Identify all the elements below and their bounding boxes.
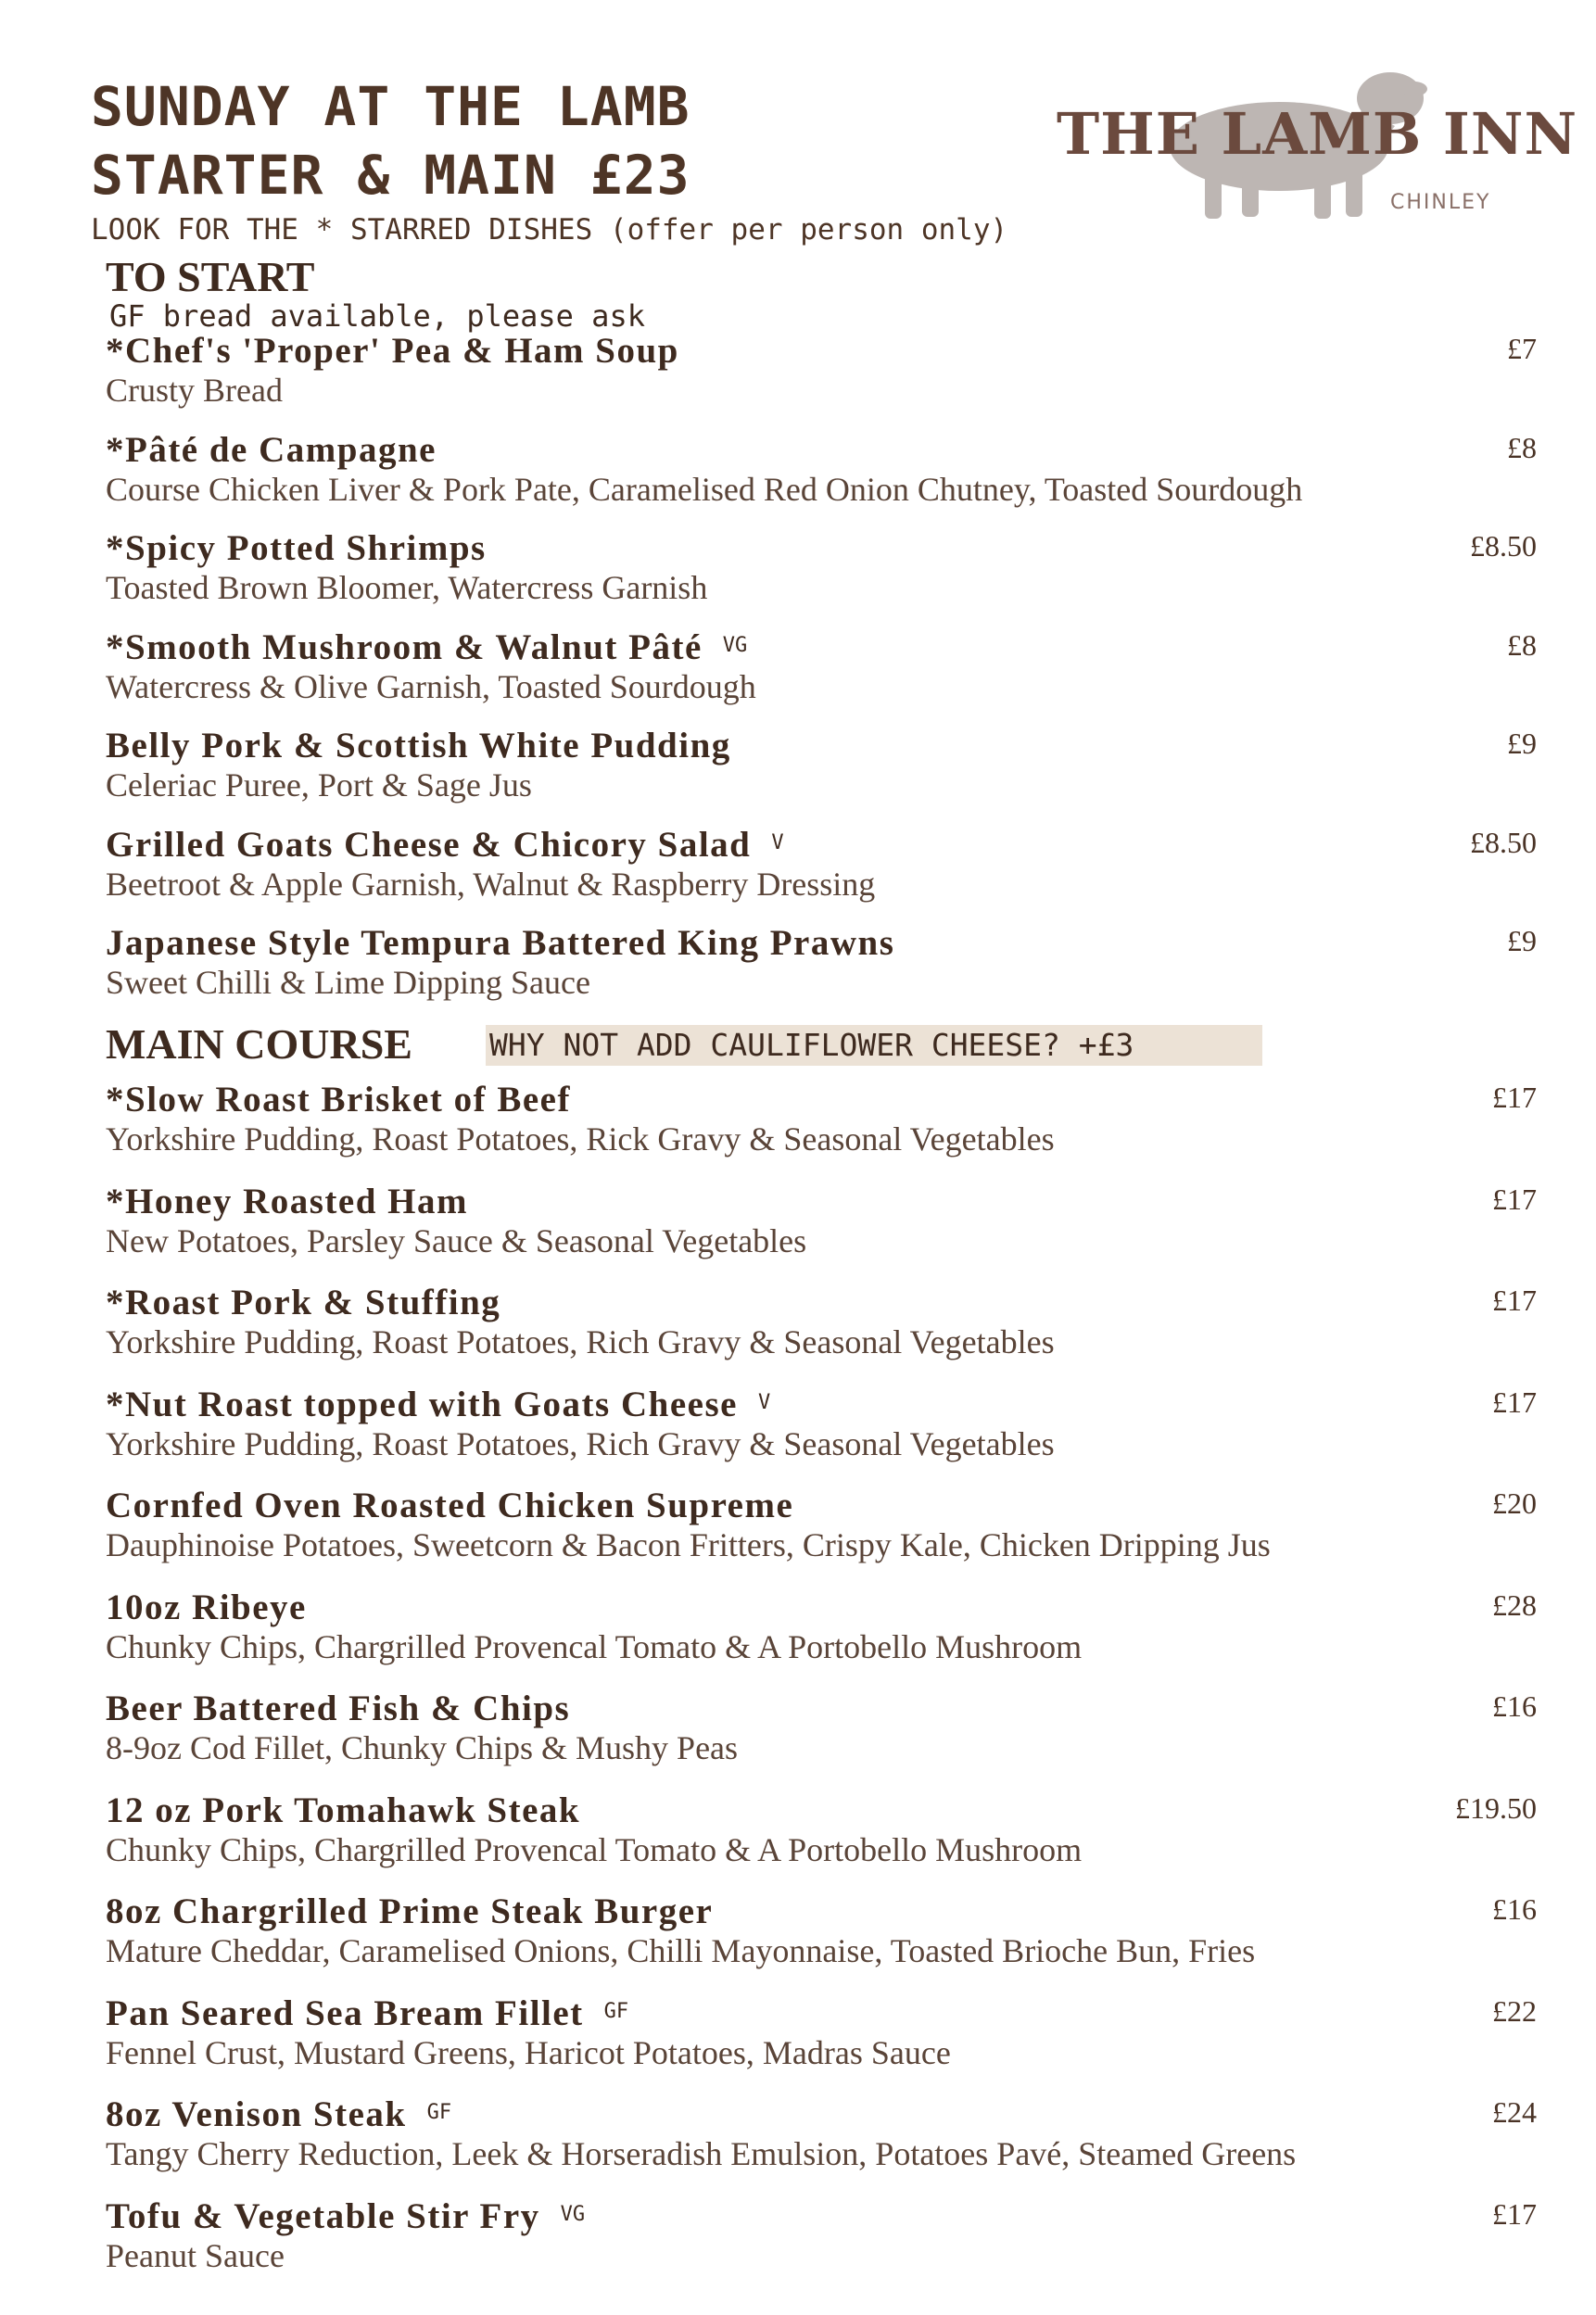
dish-description: Yorkshire Pudding, Roast Potatoes, Rich Gravy & Seasonal Vegetables xyxy=(106,1323,1055,1360)
dish-description: Chunky Chips, Chargrilled Provencal Tomato & A Portobello Mushroom xyxy=(106,1627,1083,1665)
dish-title: 8oz Chargrilled Prime Steak Burger xyxy=(106,1891,714,1931)
dish-price: £16 xyxy=(1492,1892,1537,1926)
menu-item xyxy=(106,1688,1537,1765)
dish-price: £17 xyxy=(1492,2196,1537,2231)
dish-title: Cornfed Oven Roasted Chicken Supreme xyxy=(106,1486,794,1525)
menu-item xyxy=(106,1181,1537,1259)
logo xyxy=(1057,61,1578,228)
dish-title: *Slow Roast Brisket of Beef xyxy=(106,1080,571,1120)
dish-description: New Potatoes, Parsley Sauce & Seasonal Vegetables xyxy=(106,1221,807,1259)
dish-name xyxy=(106,626,747,668)
dish-title: Tofu & Vegetable Stir Fry xyxy=(106,2195,540,2236)
dish-name xyxy=(106,922,894,964)
dish-title: Pan Seared Sea Bream Fillet xyxy=(106,1992,584,2033)
dish-name xyxy=(106,1688,570,1729)
dish-description: Toasted Brown Bloomer, Watercress Garnish xyxy=(106,569,708,606)
menu-item xyxy=(106,330,1537,408)
dish-description: Crusty Bread xyxy=(106,372,283,409)
cauliflower-cheese-callout: WHY NOT ADD CAULIFLOWER CHEESE? +£3 xyxy=(486,1025,1262,1066)
dish-description: Mature Cheddar, Caramelised Onions, Chilli Mayonnaise, Toasted Brioche Bun, Fries xyxy=(106,1932,1256,1969)
logo-name: THE LAMB INN xyxy=(1057,100,1578,168)
dish-title: Beer Battered Fish & Chips xyxy=(106,1689,571,1728)
dish-description: Watercress & Olive Garnish, Toasted Sourdough xyxy=(106,667,756,705)
dish-price: £8.50 xyxy=(1470,825,1537,859)
dish-name xyxy=(106,1384,770,1425)
menu-item xyxy=(106,1992,1537,2070)
page-subtitle: LOOK FOR THE * STARRED DISHES (offer per person only) xyxy=(91,213,1008,247)
dish-price: £8.50 xyxy=(1470,529,1537,563)
gf-bread-note: GF bread available, please ask xyxy=(109,298,645,334)
title-line-1: SUNDAY AT THE LAMB xyxy=(91,75,690,138)
menu-item xyxy=(106,2094,1537,2171)
menu-item xyxy=(106,1587,1537,1664)
dish-name xyxy=(106,429,437,471)
dish-price: £17 xyxy=(1492,1182,1537,1216)
menu-item xyxy=(106,429,1537,507)
dish-description: Yorkshire Pudding, Roast Potatoes, Rich Gravy & Seasonal Vegetables xyxy=(106,1424,1055,1462)
dish-title: *Spicy Potted Shrimps xyxy=(106,528,487,568)
dish-name xyxy=(106,330,679,372)
dish-name xyxy=(106,527,487,569)
menu-item xyxy=(106,1282,1537,1360)
dish-price: £17 xyxy=(1492,1284,1537,1317)
dietary-tag: VG xyxy=(560,2202,586,2226)
dish-name xyxy=(106,1282,500,1323)
dish-price: £22 xyxy=(1492,1993,1537,2028)
page-title xyxy=(91,72,690,209)
dish-name xyxy=(106,1079,571,1120)
dish-description: Celeriac Puree, Port & Sage Jus xyxy=(106,766,532,803)
dish-price: £8 xyxy=(1507,430,1537,464)
dish-price: £16 xyxy=(1492,1689,1537,1723)
dish-price: £8 xyxy=(1507,627,1537,662)
mains-heading: MAIN COURSE xyxy=(106,1020,412,1068)
dish-name xyxy=(106,1891,713,1932)
dish-price: £20 xyxy=(1492,1486,1537,1520)
menu-item xyxy=(106,1384,1537,1461)
dish-title: *Roast Pork & Stuffing xyxy=(106,1283,501,1322)
dish-title: 12 oz Pork Tomahawk Steak xyxy=(106,1790,581,1830)
dish-price: £24 xyxy=(1492,2095,1537,2129)
menu-item xyxy=(106,1079,1537,1157)
dish-description: Chunky Chips, Chargrilled Provencal Tomato & A Portobello Mushroom xyxy=(106,1830,1083,1868)
menu-item xyxy=(106,824,1537,902)
logo-location: CHINLEY xyxy=(1390,191,1491,214)
menu-item xyxy=(106,2195,1537,2273)
dish-name xyxy=(106,2195,585,2237)
dish-name xyxy=(106,2094,451,2135)
dish-description: 8-9oz Cod Fillet, Chunky Chips & Mushy Peas xyxy=(106,1729,739,1766)
dish-title: 10oz Ribeye xyxy=(106,1587,307,1627)
dish-price: £7 xyxy=(1507,332,1537,365)
dietary-tag: GF xyxy=(603,1999,629,2023)
dietary-tag: GF xyxy=(426,2101,452,2124)
dish-name xyxy=(106,1587,307,1628)
menu-item xyxy=(106,1790,1537,1867)
dish-title: Belly Pork & Scottish White Pudding xyxy=(106,726,731,765)
dish-name xyxy=(106,1790,580,1831)
menu-item xyxy=(106,922,1537,1000)
menu-item xyxy=(106,527,1537,605)
menu-item xyxy=(106,1485,1537,1562)
dish-description: Sweet Chilli & Lime Dipping Sauce xyxy=(106,964,590,1001)
dish-title: Grilled Goats Cheese & Chicory Salad xyxy=(106,824,752,865)
dietary-tag: V xyxy=(757,1390,771,1414)
dish-title: *Pâté de Campagne xyxy=(106,429,437,470)
dish-title: Japanese Style Tempura Battered King Prawns xyxy=(106,923,895,963)
dish-description: Tangy Cherry Reduction, Leek & Horseradish Emulsion, Potatoes Pavé, Steamed Greens xyxy=(106,2135,1297,2172)
dish-price: £17 xyxy=(1492,1081,1537,1114)
dish-description: Beetroot & Apple Garnish, Walnut & Raspberry Dressing xyxy=(106,865,876,903)
dish-name xyxy=(106,725,731,766)
dish-price: £28 xyxy=(1492,1588,1537,1622)
title-line-2: STARTER & MAIN £23 xyxy=(91,144,690,207)
dish-price: £19.50 xyxy=(1455,1790,1537,1825)
dish-name xyxy=(106,1485,793,1526)
dish-title: *Smooth Mushroom & Walnut Pâté xyxy=(106,626,703,667)
dish-title: *Nut Roast topped with Goats Cheese xyxy=(106,1384,738,1424)
dish-description: Dauphinoise Potatoes, Sweetcorn & Bacon Fritters, Crispy Kale, Chicken Dripping Jus xyxy=(106,1526,1271,1563)
menu-item xyxy=(106,1891,1537,1968)
dish-price: £9 xyxy=(1507,924,1537,957)
dish-name xyxy=(106,1181,468,1222)
dish-name xyxy=(106,1992,628,2034)
dish-description: Fennel Crust, Mustard Greens, Haricot Potatoes, Madras Sauce xyxy=(106,2033,951,2071)
dish-title: 8oz Venison Steak xyxy=(106,2094,407,2134)
dietary-tag: VG xyxy=(722,633,748,657)
menu-item xyxy=(106,626,1537,704)
dish-name xyxy=(106,824,784,866)
starters-heading: TO START xyxy=(106,253,315,300)
dish-description: Yorkshire Pudding, Roast Potatoes, Rick Gravy & Seasonal Vegetables xyxy=(106,1120,1055,1158)
menu-item xyxy=(106,725,1537,803)
dish-title: *Honey Roasted Ham xyxy=(106,1181,468,1221)
dish-price: £9 xyxy=(1507,727,1537,760)
dish-description: Peanut Sauce xyxy=(106,2236,285,2274)
dietary-tag: V xyxy=(771,830,784,854)
dish-price: £17 xyxy=(1492,1385,1537,1419)
dish-title: *Chef's 'Proper' Pea & Ham Soup xyxy=(106,331,679,371)
dish-description: Course Chicken Liver & Pork Pate, Caramelised Red Onion Chutney, Toasted Sourdough xyxy=(106,470,1303,508)
